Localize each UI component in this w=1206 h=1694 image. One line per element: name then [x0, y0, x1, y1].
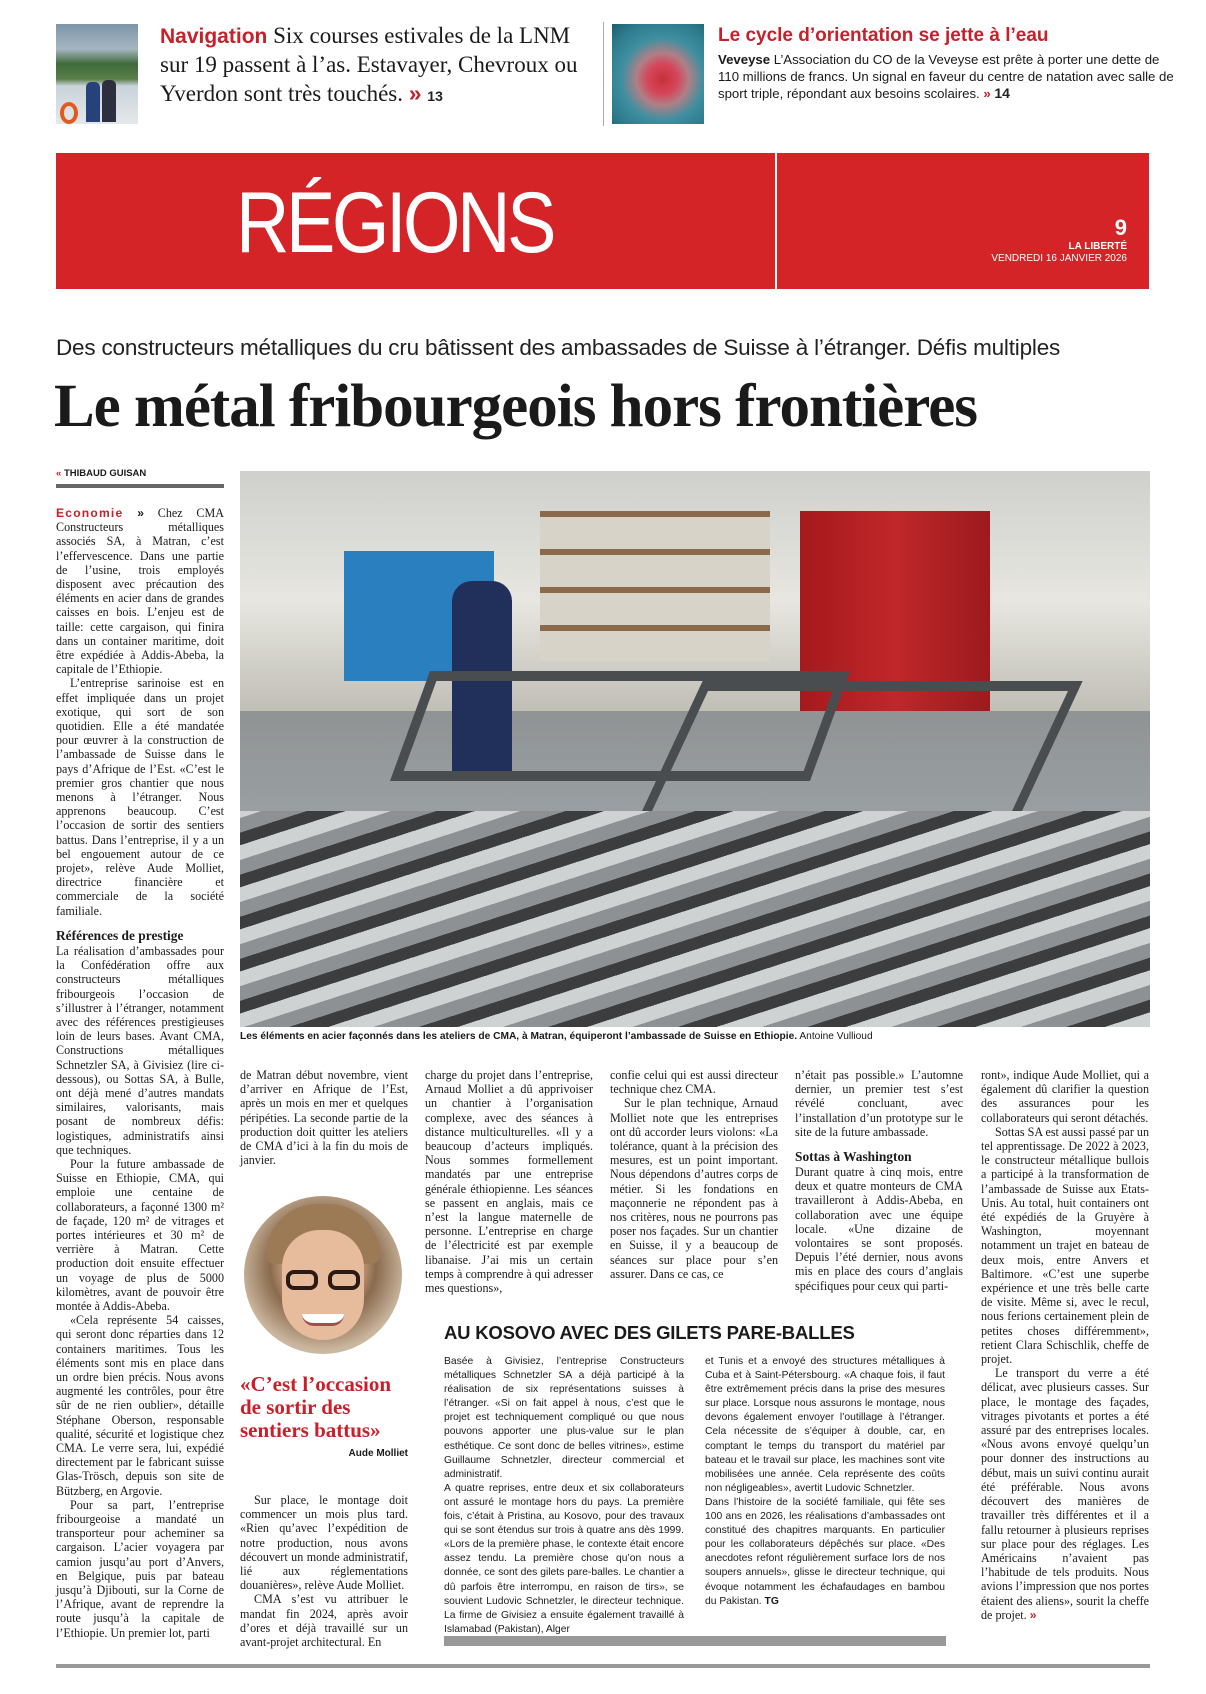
section-title: RÉGIONS	[236, 175, 554, 271]
sidebar-column-1	[444, 1355, 684, 1637]
paragraph: ront», indique Aude Molliet, qui a également dû clarifier la question des assurances pour les collaborateurs qui seront détachés.	[981, 1068, 1149, 1125]
paragraph: CMA s’est vu attribuer le mandat fin 2024, après avoir d’ores et déjà travaillé sur un avant-projet architectural. En	[240, 1592, 408, 1650]
article-headline: Le métal fribourgeois hors frontières	[54, 373, 978, 440]
paragraph: et Tunis et a envoyé des structures métalliques à Cuba et à Saint-Pétersbourg. «A chaque fois, il faut être extrêmement précis dans la prise des mesures sur place. Lorsque nous assurons le montage, nous devons également envoyer l’outillage à l’étranger. Cela nécessite de s’équiper à double, car, en comptant le temps du transport du matériel par bateau et le travail sur place, les machines sont vite mobilisées une année. Cela représente des coûts non négligeables», avertit Ludovic Schnetzler.	[705, 1356, 945, 1494]
article-subhead: Des constructeurs métalliques du cru bâtissent des ambassades de Suisse à l’étranger. Défis multiples	[56, 335, 1061, 360]
page-bottom-rule	[56, 1664, 1150, 1668]
sidebar-column-2	[705, 1355, 945, 1609]
paragraph: confie celui qui est aussi directeur technique chez CMA.	[610, 1068, 778, 1097]
article-column-5	[795, 1068, 963, 1293]
chevron-left-icon: «	[56, 468, 62, 479]
teaser-text: L’Association du CO de la Veveyse est prête à porter une dette de 110 millions de francs. Un signal en faveur du centre de natation avec salle de sport triple, répondant aux besoins scolaires.	[718, 52, 1174, 101]
sidebar-title: AU KOSOVO AVEC DES GILETS PARE-BALLES	[444, 1322, 855, 1343]
end-chevron-icon: »	[1029, 1607, 1037, 1622]
paragraph: Basée à Givisiez, l’entreprise Constructeurs métalliques Schnetzler SA a déjà participé à la réalisation de six représentations suisses à l’étranger. «Si on fait appel à nous, c’est que le projet est techniquement compliqué ou que nous pouvons apporter une plus-value sur le plan esthétique. Ce sont donc de belles vitrines», estime Guillaume Schnetzler, directeur commercial et administratif.	[444, 1356, 684, 1480]
paragraph: Chez CMA Constructeurs métalliques associés SA, à Matran, c’est l’effervescence. Dans une partie de l’usine, trois employés disposent avec précaution des éléments en acier dans de grandes caisses en bois. L’enjeu est de taille: cette cargaison, qui finira dans un container maritime, doit être expédiée à Addis-Abeba, la capitale de l’Ethiopie.	[56, 506, 224, 677]
pull-quote-author: Aude Molliet	[348, 1448, 408, 1459]
paragraph: «Cela représente 54 caisses, qui seront donc réparties dans 12 containers maritimes. Tous les éléments sont mis en place dans un ordre bien précis. Nous avons augmenté les contrôles, pour être sûr de ne rien oublier», détaille Stéphane Oberson, responsable qualité, sécurité et logistique chez CMA. Le verre sera, lui, expédié directement par le fabricant suisse Glas-Trösch, depuis son site de Bützberg, en Argovie.	[56, 1313, 224, 1498]
article-column-4	[610, 1068, 778, 1281]
article-column-3	[425, 1068, 593, 1295]
teaser-page-ref[interactable]: 14	[994, 85, 1010, 101]
banner-divider	[775, 153, 777, 289]
portrait-aude-molliet	[244, 1196, 402, 1354]
teaser-text: Six courses estivales de la LNM sur 19 passent à l’as. Estavayer, Chevroux ou Yverdon sont très touchés.	[160, 23, 578, 106]
sidebar-bottom-rule	[444, 1636, 946, 1646]
paragraph: Sur le plan technique, Arnaud Molliet note que les entreprises ont dû accorder leurs violons: «La tolérance, quant à la précision des mesures, est un point important. Nous dépendons d’autres corps de métier. Si les fondations en maçonnerie ne répondent pas à nos critères, nous ne pourrons pas poser nos façades. Sur un chantier en Suisse, il y a beaucoup de séances sur place pour s’en assurer. Dans ce cas, ce	[610, 1096, 778, 1281]
byline-rule	[56, 484, 224, 488]
pull-quote: «C’est l’occasion de sortir des sentiers battus»	[240, 1372, 392, 1442]
paragraph: L’entreprise sarinoise est en effet impliquée dans un projet exotique, qui sort de son quotidien. Elle a été mandatée pour œuvrer à la construction de l’ambassade de Suisse dans le pays d’Afrique de l’Est. «C’est le premier gros chantier que nous menons à l’étranger. Nous apprenons beaucoup. C’est l’occasion de sortir des sentiers battus. Dans l’entreprise, il y a un bel engouement autour de ce projet», relève Aude Molliet, directrice financière et commerciale de la société familiale.	[56, 676, 224, 918]
paragraph: charge du projet dans l’entreprise, Arnaud Molliet a dû apprivoiser un chantier à l’organisation complexe, avec des séances à distance multiculturelles. «Il y a beaucoup d’acteurs impliqués. Nous sommes formellement mandatés par une entreprise générale éthiopienne. Les séances se passent en anglais, mais ce n’est la langue maternelle de personne. L’entreprise en charge de l’électricité est par exemple libanaise. J’ai mis un certain temps à comprendre à qui adresser mes questions»,	[425, 1068, 593, 1296]
article-column-6	[981, 1068, 1149, 1622]
teaser-divider	[603, 22, 604, 126]
teaser-title: Le cycle d’orientation se jette à l’eau	[718, 25, 1049, 46]
paragraph: Durant quatre à cinq mois, entre deux et quatre monteurs de CMA travailleront à Addis-Abeba, en collaboration avec une équipe locale. «Une dizaine de volontaires se sont proposés. Depuis l’été dernier, nous avons mis en place des cours d’anglais spécifiques pour ceux qui parti-	[795, 1165, 963, 1293]
glasses-icon	[286, 1270, 360, 1292]
teaser-kicker: Navigation	[160, 25, 268, 48]
paragraph: de Matran début novembre, vient d’arriver en Afrique de l’Est, après un mois en mer et quelques péripéties. La seconde partie de la production doit quitter les ateliers de CMA d’ici à la fin du mois de janvier.	[240, 1068, 408, 1168]
lifebuoy-icon	[60, 102, 78, 124]
newspaper-name: LA LIBERTÉ	[1068, 241, 1127, 252]
teaser-page-ref[interactable]: 13	[427, 88, 443, 104]
article-column-2-continued	[240, 1493, 408, 1649]
teaser-veveyse[interactable]	[718, 24, 1178, 102]
issue-date: VENDREDI 16 JANVIER 2026	[991, 253, 1127, 264]
paragraph: Sur place, le montage doit commencer un mois plus tard. «Rien qu’avec l’expédition de notre production, nous avons découvert un monde administratif, lié aux réglementations douanières», relève Aude Molliet.	[240, 1493, 408, 1593]
subheading-washington: Sottas à Washington	[795, 1149, 912, 1165]
article-column-2	[240, 1068, 408, 1167]
article-column-1	[56, 506, 224, 1640]
section-banner	[56, 153, 1149, 289]
chevron-right-icon: »	[137, 506, 144, 520]
subheading-prestige: Références de prestige	[56, 927, 184, 943]
paragraph: Dans l’histoire de la société familiale, qui fête ses 100 ans en 2026, les réalisations d’ambassades ont constitué des chapitres marquants. En particulier pour les collaborateurs dépêchés sur place. «Des anecdotes refont régulièrement surface lors de nos soupers annuels», glisse le directeur technique, qui évoque notamment les échafaudages en bambou du Pakistan.	[705, 1496, 945, 1607]
paragraph: Sottas SA est aussi passé par un tel apprentissage. De 2022 à 2023, le constructeur métallique bullois a participé à la transformation de l’ambassade de Suisse aux Etats-Unis. Au total, huit containers ont été expédiés de la Gruyère à Washington, moyennant notamment un trajet en bateau de deux mois, entre Anvers et Baltimore. «C’est une superbe expérience et une très belle carte de visite. Même si, avec le recul, nous ferions certainement plein de petites choses différemment», retient Clara Schischlik, cheffe de projet.	[981, 1124, 1149, 1367]
chevron-right-icon: »	[408, 80, 422, 106]
teaser-navigation[interactable]	[160, 22, 580, 110]
teaser-navigation-photo	[56, 24, 138, 124]
paragraph: La réalisation d’ambassades pour la Confédération offre aux constructeurs métalliques fribourgeois l’occasion de s’illustrer à l’étranger, notamment avec des références prestigieuses loin de leurs bases. Avant CMA, Constructions métalliques Schnetzler SA, à Givisiez (lire ci-dessous), ou Sottas SA, à Bulle, ont déjà mené d’autres mandats similaires, valorisants, mais posant de nombreux défis: logistiques, administratifs ainsi que techniques.	[56, 943, 224, 1157]
paragraph: A quatre reprises, entre deux et six collaborateurs ont assuré le montage hors du pays. La première fois, c’était à Pristina, au Kosovo, pour des travaux qui se sont étendus sur trois à quatre ans dès 1999. «Lors de la première phase, le contexte était encore assez tendu. La première chose qu’on nous a donnée, ce sont des gilets pare-balles. Le chantier a dû parfois être interrompu, en raison de tirs», se souvient Ludovic Schnetzler, le directeur technique. La firme de Givisiez a ensuite également travaillé à Islamabad (Pakistan), Alger	[444, 1482, 684, 1635]
caption-text: Les éléments en acier façonnés dans les ateliers de CMA, à Matran, équiperont l’ambassade de Suisse en Ethiopie.	[240, 1031, 798, 1042]
article-kicker: Economie	[56, 506, 124, 520]
paragraph: Le transport du verre a été délicat, avec plusieurs casses. Sur place, le montage des façades, vitrages pivotants et portes a été assuré par des entreprises locales. «Nous avons envoyé quelqu’un pour donner des instructions au début, mais un suivi continu aurait été préférable. Nous avons découvert des manières de travailler très différentes et il a fallu retourner à plusieurs reprises sur place pour des réglages. Les Américains n’avaient pas l’habitude de tels produits. Nous avions l’impression que nos portes étaient des aliens», sourit la cheffe de projet.	[981, 1366, 1149, 1622]
teaser-kicker: Veveyse	[718, 52, 771, 67]
photo-caption	[240, 1031, 1150, 1042]
author-name: THIBAUD GUISAN	[63, 468, 147, 479]
sidebar-signature: TG	[764, 1595, 779, 1607]
photo-credit: Antoine Vullioud	[799, 1031, 873, 1042]
teaser-swimmer-photo	[612, 24, 704, 124]
paragraph: n’était pas possible.» L’automne dernier, un premier test s’est révélé concluant, avec l’installation d’un prototype sur le site de la future ambassade.	[795, 1068, 963, 1139]
chevron-right-icon: »	[983, 86, 991, 101]
byline	[56, 468, 224, 479]
paragraph: Pour la future ambassade de Suisse en Ethiopie, CMA, qui emploie une centaine de collaborateurs, a façonné 1300 m² de façade, 120 m² de vitrages et portes intérieures et 30 m² de verrière à Matran. Cette production doit ensuite effectuer un voyage de plus de 5000 kilomètres, avant de pouvoir être montée à Addis-Abeba.	[56, 1156, 224, 1313]
page-number: 9	[1114, 215, 1127, 240]
paragraph: Pour sa part, l’entreprise fribourgeoise a mandaté un transporteur pour acheminer sa cargaison. L’acier voyagera par camion jusqu’au port d’Anvers, en Belgique, puis par bateau jusqu’à Djibouti, sur la Corne de l’Afrique, avant de reprendre la route jusqu’à la capitale de l’Ethiopie. Un premier lot, parti	[56, 1497, 224, 1640]
workshop-photo	[240, 471, 1150, 1027]
